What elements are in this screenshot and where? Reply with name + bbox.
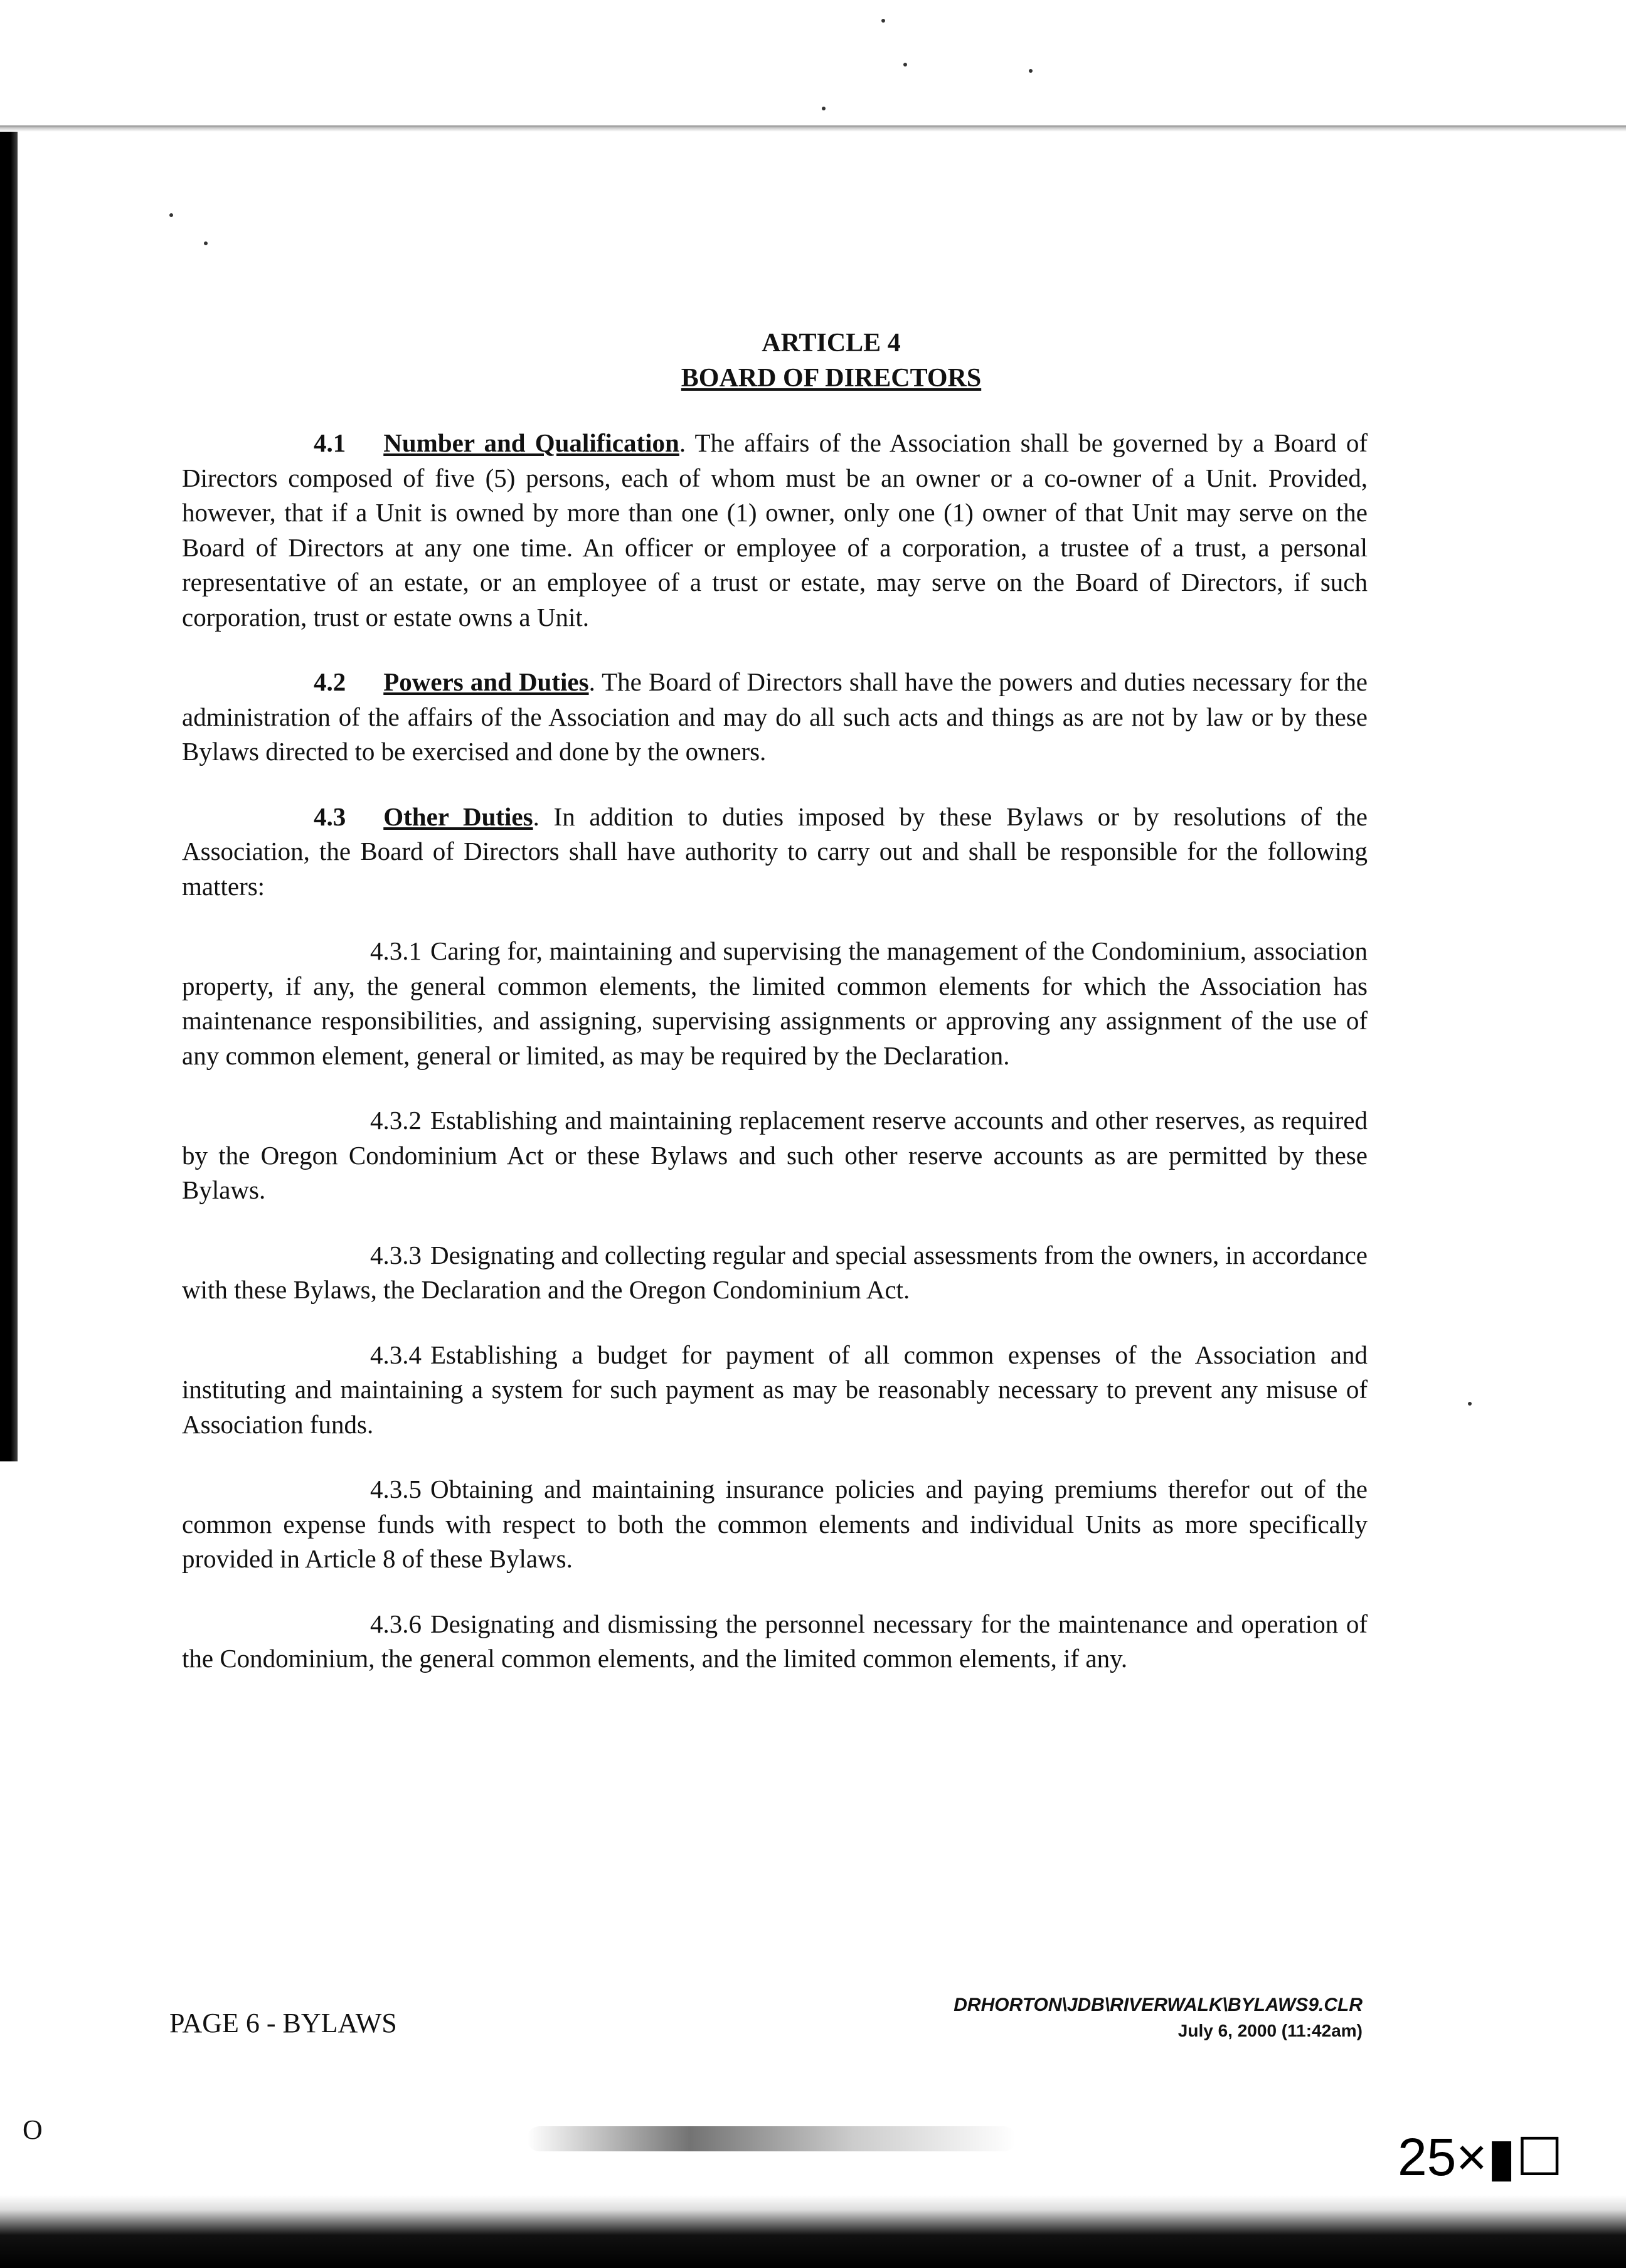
scan-speck	[1468, 1402, 1472, 1406]
subsection-4-3-1	[182, 934, 1368, 1073]
section-text: . The Board of Directors shall have the powers and duties necessary for the administration of the affairs of the Association and may do all such acts and things as are not by law or by these Bylaws directed to be exercised and done by the owners.	[182, 667, 1368, 766]
scan-speck	[881, 19, 885, 23]
scan-speck	[204, 241, 208, 245]
subsection-4-3-2	[182, 1103, 1368, 1208]
section-text: . In addition to duties imposed by these Bylaws or by resolutions of the Association, the Board of Directors shall have authority to carry out and shall be responsible for the following matters:	[182, 802, 1368, 901]
scan-top-edge	[0, 0, 1626, 135]
subsection-number: 4.3.6	[370, 1609, 422, 1638]
scan-bottom-edge	[0, 2195, 1626, 2268]
article-number: ARTICLE 4	[762, 329, 901, 358]
document-date: July 6, 2000 (11:42am)	[1177, 2021, 1363, 2040]
section-4-2	[182, 665, 1368, 770]
scan-speck	[1029, 69, 1033, 73]
subsection-4-3-4	[182, 1338, 1368, 1443]
subsection-number: 4.3.1	[370, 936, 422, 965]
article-title: BOARD OF DIRECTORS	[681, 363, 982, 393]
scan-left-edge	[0, 132, 18, 1461]
subsection-number: 4.3.5	[370, 1475, 422, 1503]
article-heading	[295, 326, 1368, 396]
section-text: . The affairs of the Association shall be governed by a Board of Directors composed of five (5) persons, each of whom must be an owner or a co-owner of a Unit. Provided, however, that if a Unit is owned by more than one (1) owner, only one (1) owner of that Unit may serve on the Board of Directors at any one time. An officer or employee of a corporation, a trustee of a trust, a personal representative of an estate, or an employee of a trust or estate, may serve on the Board of Directors, if such corporation, trust or estate owns a Unit.	[182, 428, 1368, 632]
document-reference	[954, 1995, 1363, 2041]
section-heading: Powers and Duties	[383, 667, 589, 696]
subsection-4-3-3	[182, 1238, 1368, 1308]
subsection-text: Designating and dismissing the personnel necessary for the maintenance and operation of the Condominium, the general common elements, and the limited common elements, if any.	[182, 1609, 1368, 1673]
subsection-text: Establishing and maintaining replacement reserve accounts and other reserves, as required by the Oregon Condominium Act or these Bylaws and such other reserve accounts as are permitted by these Bylaws.	[182, 1106, 1368, 1204]
subsection-4-3-5	[182, 1472, 1368, 1577]
section-number: 4.3	[314, 802, 346, 831]
page-label: PAGE 6 - BYLAWS	[169, 2008, 397, 2038]
section-4-3	[182, 800, 1368, 904]
scan-speck	[903, 63, 907, 66]
subsection-number: 4.3.4	[370, 1340, 422, 1369]
document-page	[182, 326, 1368, 1677]
subsection-4-3-6	[182, 1607, 1368, 1677]
subsection-text: Establishing a budget for payment of all common expenses of the Association and instituting and maintaining a system for such payment as may be reasonably necessary to prevent any misuse of Association funds.	[182, 1340, 1368, 1439]
subsection-text: Designating and collecting regular and special assessments from the owners, in accordance with these Bylaws, the Declaration and the Oregon Condominium Act.	[182, 1240, 1368, 1304]
section-4-1	[182, 426, 1368, 635]
subsection-text: Caring for, maintaining and supervising the management of the Condominium, association property, if any, the general common elements, the limited common elements for which the Association has maintenance responsibilities, and assigning, supervising assignments or approving any assignment of the use of any common element, general or limited, as may be required by the Declaration.	[182, 936, 1368, 1070]
subsection-text: Obtaining and maintaining insurance policies and paying premiums therefor out of the common expense funds with respect to both the common elements and individual Units as more specifically provided in Article 8 of these Bylaws.	[182, 1475, 1368, 1573]
subsection-number: 4.3.3	[370, 1240, 422, 1269]
scan-top-shadow	[0, 125, 1626, 132]
scan-speck	[169, 213, 173, 217]
section-heading: Number and Qualification	[383, 428, 679, 457]
scan-smudge	[527, 2126, 1016, 2151]
scan-speck	[822, 107, 826, 110]
file-path: DRHORTON\JDB\RIVERWALK\BYLAWS9.CLR	[954, 1995, 1363, 2015]
scan-corner-o: O	[23, 2114, 43, 2145]
section-heading: Other Duties	[383, 802, 533, 831]
subsection-number: 4.3.2	[370, 1106, 422, 1135]
section-number: 4.2	[314, 667, 346, 696]
section-number: 4.1	[314, 428, 346, 457]
scan-corner-stamp: 25×▮☐	[1397, 2128, 1563, 2186]
